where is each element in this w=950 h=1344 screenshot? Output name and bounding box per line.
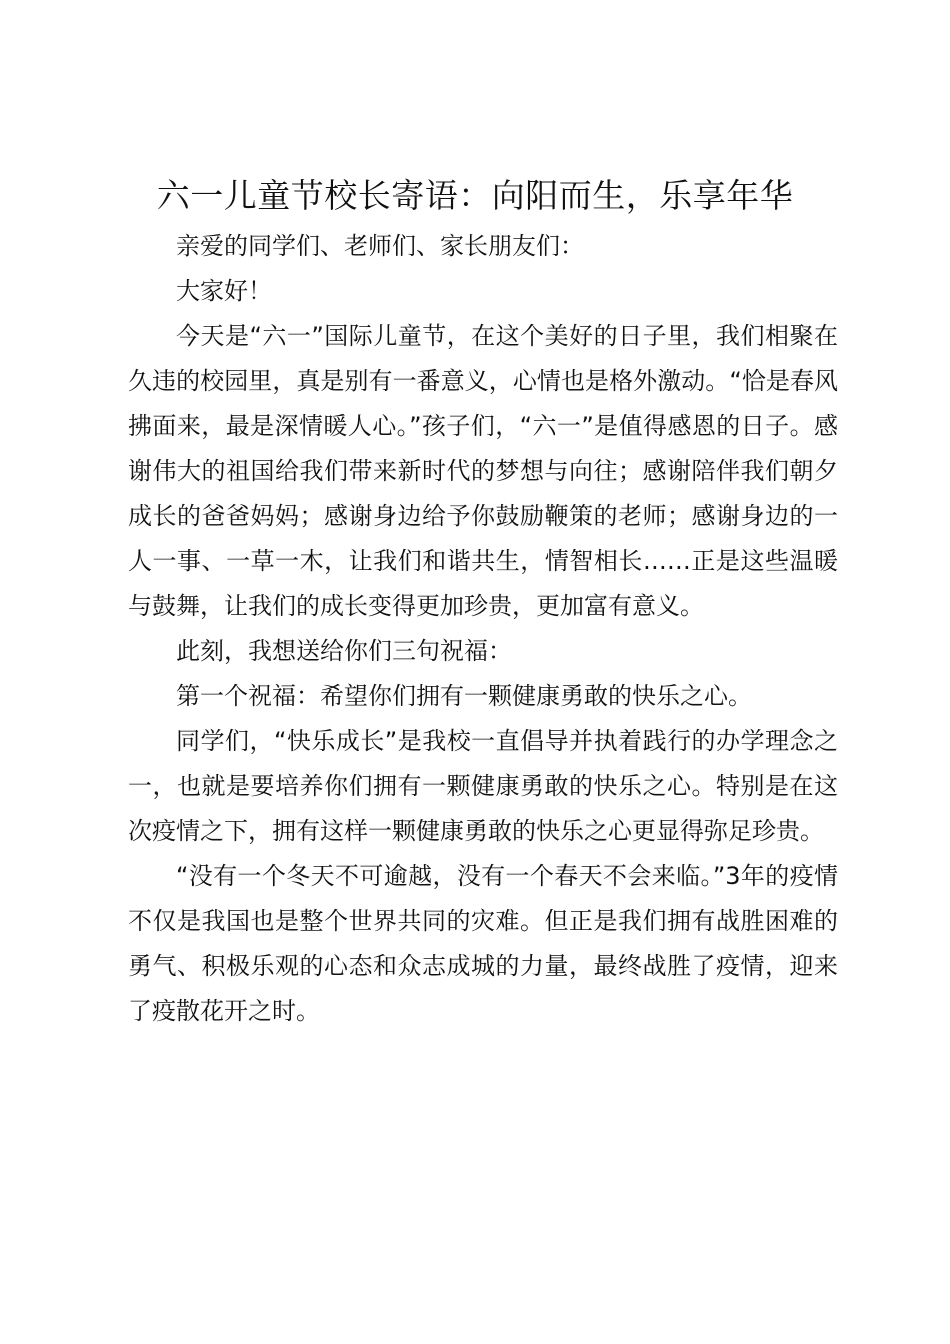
body-paragraph: “没有一个冬天不可逾越，没有一个春天不会来临。”3年的疫情不仅是我国也是整个世界共同的灾难。但正是我们拥有战胜困难的勇气、积极乐观的心态和众志成城的力量，最终战胜了疫情，迎来了疫散花开之时。	[128, 862, 838, 1025]
greeting-paragraph: 亲爱的同学们、老师们、家长朋友们：	[176, 232, 584, 260]
blessing-heading-paragraph: 第一个祝福：希望你们拥有一颗健康勇敢的快乐之心。	[176, 682, 752, 710]
body-paragraph: 同学们，“快乐成长”是我校一直倡导并执着践行的办学理念之一，也就是要培养你们拥有一颗健康勇敢的快乐之心。特别是在这次疫情之下，拥有这样一颗健康勇敢的快乐之心更显得弥足珍贵。	[128, 727, 838, 845]
document-body	[128, 224, 838, 1034]
body-paragraph: 此刻，我想送给你们三句祝福：	[176, 637, 512, 665]
document-title: 六一儿童节校长寄语：向阳而生，乐享年华	[156, 176, 794, 215]
salutation-paragraph: 大家好！	[176, 277, 272, 305]
body-paragraph: 今天是“六一”国际儿童节，在这个美好的日子里，我们相聚在久违的校园里，真是别有一番意义，心情也是格外激动。“恰是春风拂面来，最是深情暖人心。”孩子们，“六一”是值得感恩的日子。感谢伟大的祖国给我们带来新时代的梦想与向往；感谢陪伴我们朝夕成长的爸爸妈妈；感谢身边给予你鼓励鞭策的老师；感谢身边的一人一事、一草一木，让我们和谐共生，情智相长……正是这些温暖与鼓舞，让我们的成长变得更加珍贵，更加富有意义。	[128, 322, 838, 620]
